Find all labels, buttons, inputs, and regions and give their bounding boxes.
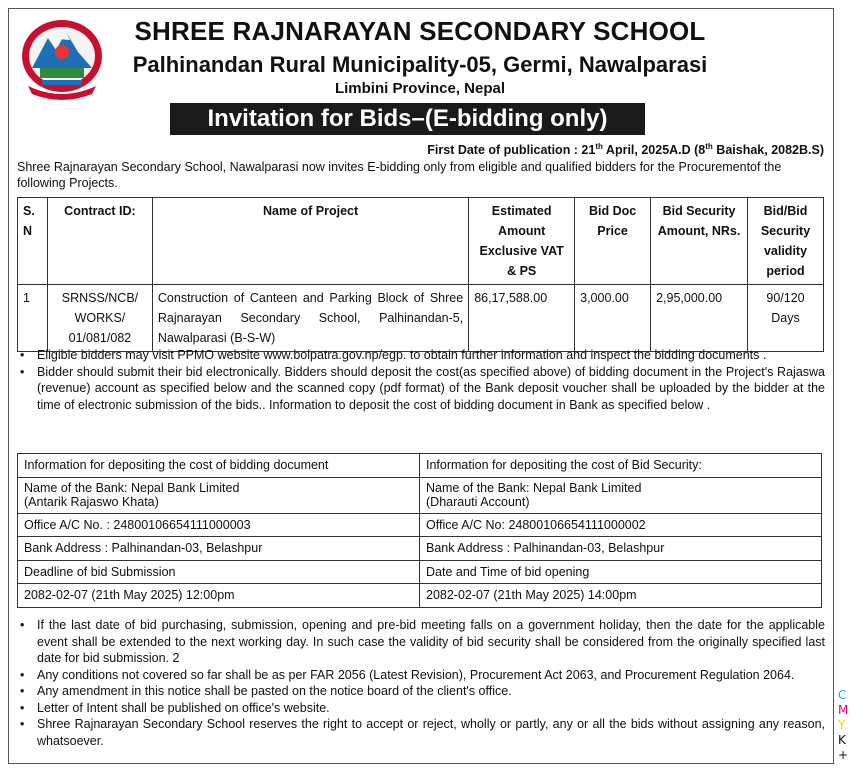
list-item: • If the last date of bid purchasing, submission, opening and pre-bid meeting falls on a government holiday, then the date for the applicable event shall be extended to the next working day. In such case the validity of bid security shall be considered from the originally specified last date for bid submission. 2: [17, 617, 825, 667]
plus-mark: +: [838, 748, 849, 762]
black-mark: K: [838, 733, 846, 747]
cell-doc-price: 3,000.00: [575, 285, 651, 352]
list-item: • Eligible bidders may visit PPMO website www.bolpatra.gov.np/egp. to obtain further information and inspect the bidding documents .: [17, 347, 825, 364]
cell-validity: 90/120 Days: [748, 285, 824, 352]
bank-left-name: Name of the Bank: Nepal Bank Limited (Antarik Rajaswo Khata): [18, 477, 420, 513]
header-security: Bid Security Amount, NRs.: [651, 198, 748, 285]
bank-right-title: Information for depositing the cost of Bid Security:: [420, 454, 822, 478]
cyan-mark: C: [838, 688, 847, 702]
opening-value: 2082-02-07 (21th May 2025) 14:00pm: [420, 584, 822, 608]
magenta-mark: M: [838, 703, 849, 717]
header-doc-price: Bid Doc Price: [575, 198, 651, 285]
bid-table: [17, 197, 824, 352]
province-line: Limbini Province, Nepal: [334, 80, 506, 97]
header-validity: Bid/Bid Security validity period: [748, 198, 824, 285]
bank-right-name: Name of the Bank: Nepal Bank Limited (Dharauti Account): [420, 477, 822, 513]
nepal-government-emblem-icon: [18, 16, 106, 100]
list-item: • Bidder should submit their bid electronically. Bidders should deposit the cost(as specified above) of bidding document in the Project's Rajaswa (revenue) account as specified below and the scanned copy (pdf format) of the Bank deposit voucher shall be uploaded by the bidder at the time of electronic submission of the bids.. Information to deposit the cost of bidding document in Bank as specified below .: [17, 364, 825, 414]
cell-estimated: 86,17,588.00: [469, 285, 575, 352]
table-row: [18, 285, 824, 352]
list-item: • Any conditions not covered so far shall be as per FAR 2056 (Latest Revision), Procurement Act 2063, and Procurement Regulation 2064.: [17, 667, 825, 684]
bank-right-address: Bank Address : Palhinandan-03, Belashpur: [420, 537, 822, 561]
bank-left-title: Information for depositing the cost of bidding document: [18, 454, 420, 478]
cell-project: Construction of Canteen and Parking Block of Shree Rajnarayan Secondary School, Palhinandan-5, Nawalparasi (B-S-W): [152, 285, 468, 352]
invitation-banner: Invitation for Bids–(E-bidding only): [170, 103, 645, 135]
header-project: Name of Project: [152, 198, 468, 285]
publication-date: First Date of publication : 21th April, 2025A.D (8th Baishak, 2082B.S): [427, 142, 824, 158]
municipality-line: Palhinandan Rural Municipality-05, Germi, Nawalparasi: [132, 52, 708, 77]
cell-security: 2,95,000.00: [651, 285, 748, 352]
print-registration-marks: [838, 688, 848, 763]
bid-table-header: [18, 198, 824, 285]
deadline-value: 2082-02-07 (21th May 2025) 12:00pm: [18, 584, 420, 608]
header-estimated: Estimated Amount Exclusive VAT & PS: [469, 198, 575, 285]
school-name: SHREE RAJNARAYAN SECONDARY SCHOOL: [134, 16, 706, 46]
bank-left-account: Office A/C No. : 24800106654111000003: [18, 513, 420, 537]
list-item: • Any amendment in this notice shall be pasted on the notice board of the client's office.: [17, 683, 825, 700]
intro-paragraph: Shree Rajnarayan Secondary School, Nawalparasi now invites E-bidding only from eligible and qualified bidders for the Procurementof the following Projects.: [17, 160, 782, 190]
list-item: • Shree Rajnarayan Secondary School reserves the right to accept or reject, wholly or partly, any or all the bids without assigning any reason, whatsoever.: [17, 716, 825, 749]
list-item: • Letter of Intent shall be published on office's website.: [17, 700, 825, 717]
cell-sn: 1: [18, 285, 48, 352]
bank-left-address: Bank Address : Palhinandan-03, Belashpur: [18, 537, 420, 561]
instructions-list-bottom: [17, 617, 825, 749]
instructions-list-top: [17, 347, 825, 413]
cell-contract-id: SRNSS/NCB/ WORKS/ 01/081/082: [47, 285, 152, 352]
bank-info-table: [17, 453, 822, 608]
bank-right-account: Office A/C No: 24800106654111000002: [420, 513, 822, 537]
deadline-label: Deadline of bid Submission: [18, 560, 420, 584]
header-sn: S. N: [18, 198, 48, 285]
opening-label: Date and Time of bid opening: [420, 560, 822, 584]
header-contract-id: Contract ID:: [47, 198, 152, 285]
yellow-mark: Y: [838, 718, 846, 732]
